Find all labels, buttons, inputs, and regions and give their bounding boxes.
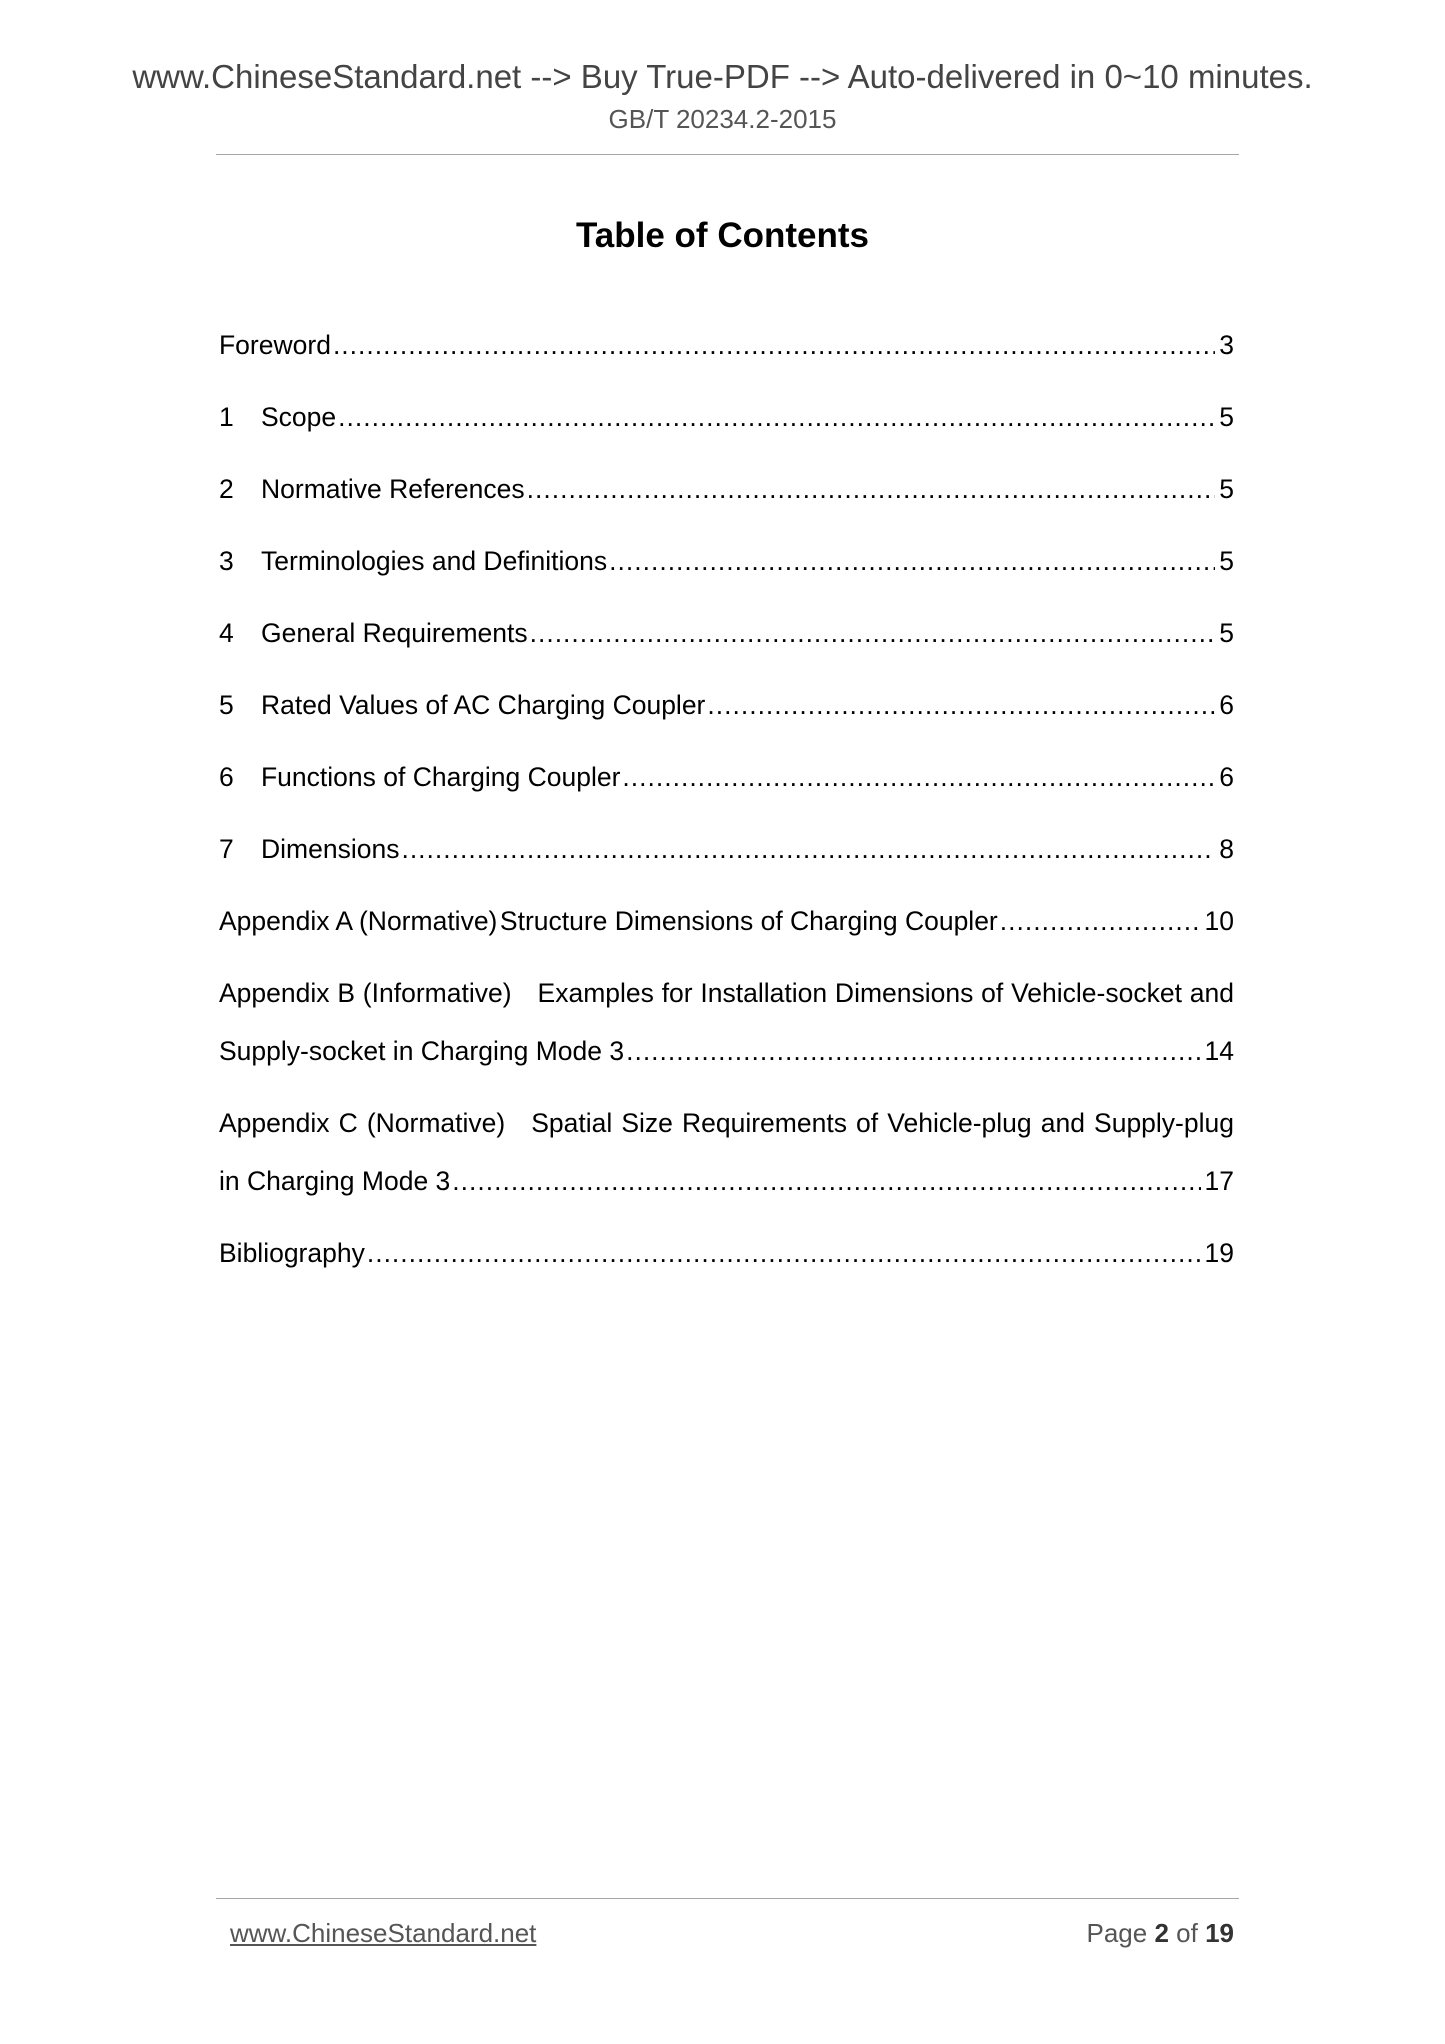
page-word: Page — [1086, 1918, 1148, 1948]
toc-entry-page: 5 — [1219, 402, 1234, 432]
toc-entry-label: Dimensions — [261, 834, 400, 864]
page-title: Table of Contents — [576, 216, 869, 255]
toc-entry-page: 6 — [1219, 690, 1234, 720]
header-site-banner: www.ChineseStandard.net --> Buy True-PDF --> Auto-delivered in 0~10 minutes. — [132, 58, 1313, 95]
toc-leader-dots — [622, 760, 1215, 794]
toc-leader-dots — [338, 400, 1215, 434]
toc-leader-dots — [609, 544, 1215, 578]
toc-entry-label: General Requirements — [261, 618, 528, 648]
toc-entry-label: in Charging Mode 3 — [219, 1166, 451, 1196]
header-standard-number: GB/T 20234.2-2015 — [608, 104, 837, 134]
toc-leader-dots — [527, 472, 1216, 506]
toc-entry-number: 7 — [219, 834, 234, 864]
toc-leader-dots — [530, 616, 1216, 650]
footer-divider — [216, 1898, 1239, 1899]
toc-entry-number: 4 — [219, 618, 234, 648]
toc-entry-scope[interactable] — [219, 400, 1234, 434]
toc-entry-bibliography[interactable] — [219, 1236, 1234, 1270]
toc-entry-normative-references[interactable] — [219, 472, 1234, 506]
toc-entry-general-requirements[interactable] — [219, 616, 1234, 650]
toc-entry-page: 5 — [1219, 618, 1234, 648]
page-number — [1086, 1918, 1234, 1949]
toc-entry-number: 5 — [219, 690, 234, 720]
toc-entry-label: Supply-socket in Charging Mode 3 — [219, 1036, 625, 1066]
toc-entry-foreword[interactable] — [219, 328, 1234, 362]
toc-entry-number: 1 — [219, 402, 234, 432]
header-divider — [216, 154, 1239, 155]
toc-entry-terminologies[interactable] — [219, 544, 1234, 578]
toc-entry-number: 2 — [219, 474, 234, 504]
toc-entry-page: 8 — [1219, 834, 1234, 864]
toc-entry-appendix-a[interactable] — [219, 904, 1234, 938]
toc-leader-dots — [452, 1164, 1200, 1198]
toc-entry-dimensions[interactable] — [219, 832, 1234, 866]
toc-entry-label: Examples for Installation Dimensions of Vehicle-socket and — [537, 978, 1234, 1008]
toc-entry-functions[interactable] — [219, 760, 1234, 794]
page-total: 19 — [1205, 1918, 1234, 1948]
toc-entry-prefix: Appendix B (Informative) — [219, 978, 512, 1008]
toc-entry-label: Scope — [261, 402, 337, 432]
toc-entry-appendix-c[interactable] — [219, 1106, 1234, 1140]
toc-leader-dots — [367, 1236, 1201, 1270]
toc-entry-rated-values[interactable] — [219, 688, 1234, 722]
toc-entry-prefix: Appendix A (Normative) — [219, 906, 498, 936]
page-of-word: of — [1176, 1918, 1198, 1948]
footer-site-link[interactable]: www.ChineseStandard.net — [230, 1918, 537, 1948]
toc-leader-dots — [707, 688, 1215, 722]
toc-entry-label: Foreword — [219, 330, 331, 360]
toc-entry-page: 3 — [1219, 330, 1234, 360]
toc-entry-page: 10 — [1204, 906, 1234, 936]
toc-entry-appendix-b[interactable] — [219, 976, 1234, 1010]
toc-entry-appendix-b-continued[interactable] — [219, 1034, 1234, 1068]
page-current: 2 — [1154, 1918, 1169, 1948]
toc-entry-appendix-c-continued[interactable] — [219, 1164, 1234, 1198]
toc-entry-page: 14 — [1204, 1036, 1234, 1066]
toc-entry-number: 6 — [219, 762, 234, 792]
toc-leader-dots — [626, 1034, 1200, 1068]
toc-entry-label: Spatial Size Requirements of Vehicle-plug and Supply-plug — [531, 1108, 1234, 1138]
toc-leader-dots — [401, 832, 1215, 866]
toc-entry-label: Bibliography — [219, 1238, 365, 1268]
toc-leader-dots — [333, 328, 1215, 362]
toc-entry-prefix: Appendix C (Normative) — [219, 1108, 506, 1138]
toc-entry-label: Normative References — [261, 474, 525, 504]
toc-entry-page: 5 — [1219, 474, 1234, 504]
toc-entry-label: Terminologies and Definitions — [261, 546, 608, 576]
toc-entry-label: Rated Values of AC Charging Coupler — [261, 690, 706, 720]
toc-entry-label: Structure Dimensions of Charging Coupler — [499, 906, 998, 936]
toc-entry-label: Functions of Charging Coupler — [261, 762, 621, 792]
toc-entry-page: 6 — [1219, 762, 1234, 792]
toc-leader-dots — [1000, 904, 1201, 938]
toc-entry-page: 19 — [1204, 1238, 1234, 1268]
toc-entry-page: 5 — [1219, 546, 1234, 576]
toc-entry-page: 17 — [1204, 1166, 1234, 1196]
toc-entry-number: 3 — [219, 546, 234, 576]
